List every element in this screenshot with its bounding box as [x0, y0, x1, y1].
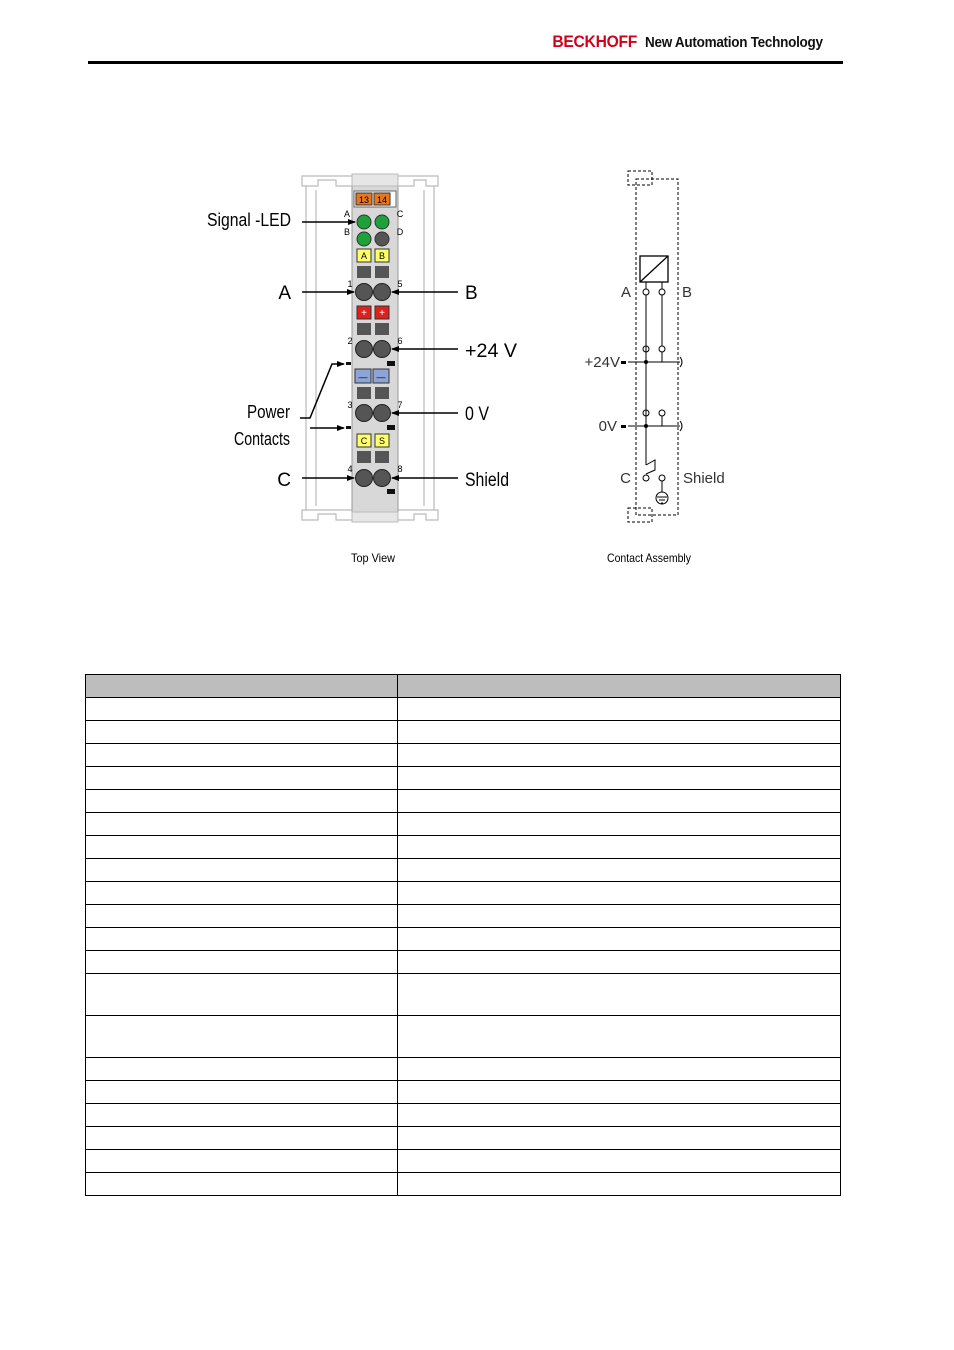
power-contact-marker [387, 361, 395, 366]
table-cell [86, 790, 398, 813]
table-cell [398, 744, 841, 767]
table-cell [86, 836, 398, 859]
table-row [86, 836, 841, 859]
contact-number-4: 4 [347, 464, 353, 474]
power-contact-marker [387, 425, 395, 430]
contact-number-8: 8 [397, 464, 403, 474]
table-row [86, 698, 841, 721]
table-row [86, 1150, 841, 1173]
tag-plus-1-label: + [361, 308, 367, 319]
release-slot [375, 266, 389, 278]
shield-callout: Shield [465, 470, 509, 491]
power-callout: Power [247, 402, 290, 422]
release-slot [357, 451, 371, 463]
contact-number-6: 6 [397, 336, 403, 346]
table-row [86, 1104, 841, 1127]
table-cell [398, 974, 841, 1016]
table-cell [86, 1016, 398, 1058]
contact-5 [374, 284, 391, 301]
table-cell [86, 974, 398, 1016]
table-cell [398, 767, 841, 790]
release-slot [357, 323, 371, 335]
channel-14-label: 14 [376, 195, 388, 205]
contact-marker [387, 489, 395, 494]
brand-slogan: New Automation Technology [644, 34, 823, 51]
release-slot [375, 451, 389, 463]
tag-minus-2-label: — [376, 372, 386, 382]
table-cell [398, 1081, 841, 1104]
contact-assembly-diagram [628, 171, 682, 522]
table-cell [398, 813, 841, 836]
table-cell [398, 1173, 841, 1196]
table-row [86, 951, 841, 974]
contacts-callout: Contacts [234, 429, 290, 449]
junction-dot [644, 360, 648, 364]
ca-a-label: A [620, 284, 631, 301]
table-cell [398, 836, 841, 859]
led-letter-a: A [343, 209, 351, 219]
led-a [357, 215, 371, 229]
table-row [86, 1127, 841, 1150]
table-cell [398, 951, 841, 974]
table-row [86, 1058, 841, 1081]
contact-4 [356, 470, 373, 487]
table-cell [398, 698, 841, 721]
table-cell [86, 1058, 398, 1081]
table-header-cell [398, 675, 841, 698]
table-cell [86, 905, 398, 928]
table-cell [398, 1104, 841, 1127]
tag-plus-2-label: + [379, 308, 385, 319]
channel-13-label: 13 [358, 195, 370, 205]
table-cell [398, 1058, 841, 1081]
table-row [86, 859, 841, 882]
zero-v-callout: 0 V [465, 404, 490, 425]
table-cell [398, 928, 841, 951]
ca-plus24-label: +24V [584, 354, 620, 371]
table-cell [86, 951, 398, 974]
contact-number-5: 5 [397, 279, 403, 289]
led-letter-b: B [343, 227, 351, 237]
ca-b-label: B [682, 284, 693, 301]
contact-7 [374, 405, 391, 422]
table-cell [398, 905, 841, 928]
tag-c-label: C [360, 436, 368, 446]
contact-8 [374, 470, 391, 487]
rail-terminal [621, 425, 626, 428]
table-cell [398, 1150, 841, 1173]
contact-assembly-caption: Contact Assembly [607, 551, 691, 565]
b-callout: B [465, 283, 478, 304]
release-slot [375, 323, 389, 335]
table-row [86, 813, 841, 836]
contact-number-1: 1 [347, 279, 353, 289]
table-cell [86, 744, 398, 767]
tag-minus-1-label: — [358, 372, 368, 382]
table-row [86, 882, 841, 905]
table-cell [86, 721, 398, 744]
release-slot [357, 266, 371, 278]
table-cell [86, 1173, 398, 1196]
table-header-cell [86, 675, 398, 698]
table-row [86, 721, 841, 744]
led-d [375, 232, 389, 246]
power-contact-dash [346, 426, 351, 429]
beckhoff-logo: BECKHOFF [552, 32, 638, 51]
table-row [86, 905, 841, 928]
top-view-caption: Top View [351, 551, 396, 565]
table-row [86, 767, 841, 790]
tag-b-label: B [378, 251, 386, 261]
terminal-top-cap [352, 174, 398, 186]
table-cell [398, 1127, 841, 1150]
table-cell [86, 882, 398, 905]
release-slot [357, 387, 371, 399]
table-row [86, 790, 841, 813]
table-row [86, 1173, 841, 1196]
release-slot [375, 387, 389, 399]
table-cell [398, 790, 841, 813]
table-row [86, 974, 841, 1016]
ca-shield-label: Shield [683, 470, 725, 487]
led-c [375, 215, 389, 229]
spec-table [85, 674, 841, 1196]
table-cell [86, 813, 398, 836]
table-cell [86, 1127, 398, 1150]
led-b [357, 232, 371, 246]
table-row [86, 1016, 841, 1058]
rail-terminal [621, 361, 626, 364]
table-cell [86, 767, 398, 790]
table-cell [86, 1104, 398, 1127]
table-cell [86, 859, 398, 882]
junction-dot [644, 424, 648, 428]
contact-2 [356, 341, 373, 358]
contact-1 [356, 284, 373, 301]
a-callout: A [278, 283, 291, 304]
ca-c-label: C [620, 470, 631, 487]
contact-6 [374, 341, 391, 358]
table-cell [86, 928, 398, 951]
tag-s-label: S [378, 436, 386, 446]
terminal-bottom-cap [352, 512, 398, 522]
signal-led-callout: Signal -LED [207, 210, 292, 230]
table-cell [398, 721, 841, 744]
contact-3 [356, 405, 373, 422]
table-row [86, 928, 841, 951]
ca-zero-v-label: 0V [598, 418, 617, 435]
terminal-figure [0, 0, 954, 620]
table-row [86, 1081, 841, 1104]
table-cell [86, 698, 398, 721]
table-header-row [86, 675, 841, 698]
table-cell [86, 1150, 398, 1173]
table-cell [398, 1016, 841, 1058]
table-cell [86, 1081, 398, 1104]
led-letter-c: C [396, 209, 404, 219]
table-cell [398, 882, 841, 905]
table-row [86, 744, 841, 767]
tag-a-label: A [360, 251, 368, 261]
plus24-callout: +24 V [465, 341, 518, 362]
contact-number-2: 2 [347, 336, 353, 346]
contact-number-7: 7 [397, 400, 403, 410]
led-letter-d: D [396, 227, 404, 237]
contact-number-3: 3 [347, 400, 353, 410]
power-contact-dash [346, 362, 351, 365]
c-callout: C [277, 470, 291, 491]
table-cell [398, 859, 841, 882]
